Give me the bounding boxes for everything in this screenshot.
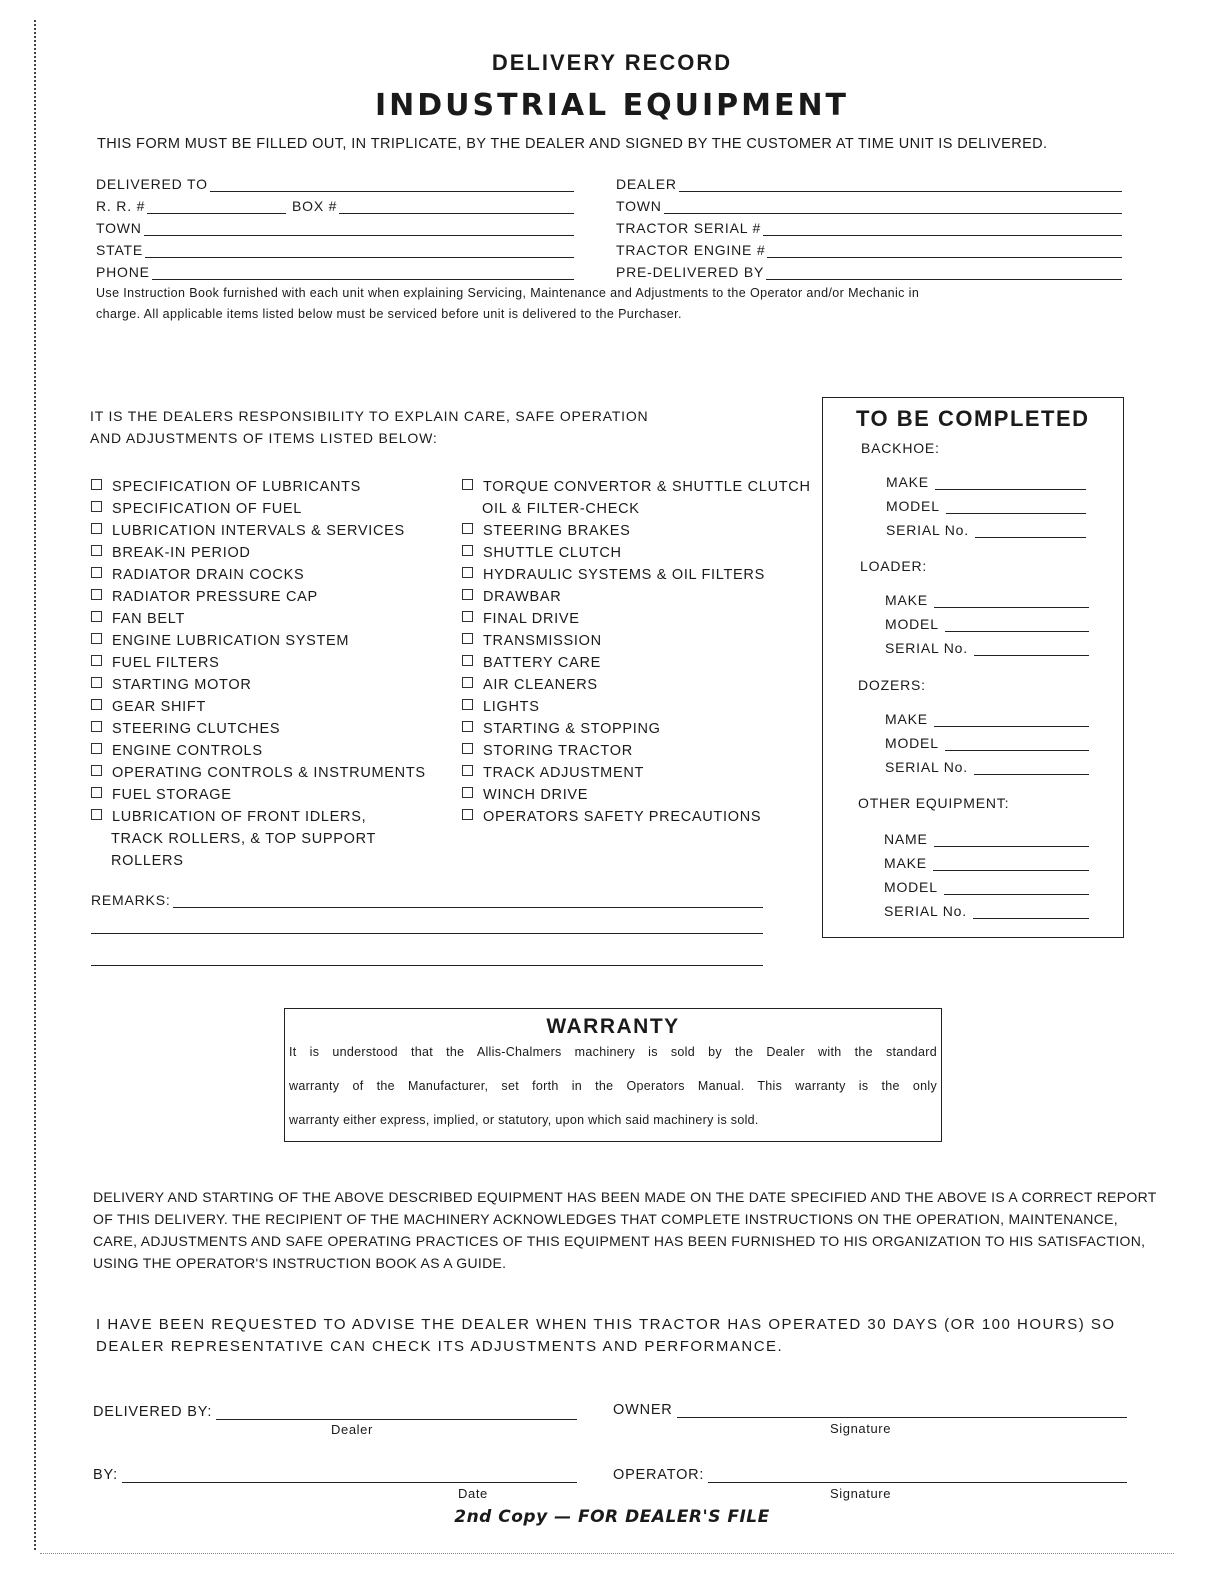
checklist-item[interactable] [462,520,811,542]
responsibility-line-2: AND ADJUSTMENTS OF ITEMS LISTED BELOW: [90,430,438,446]
checklist-item[interactable] [462,740,811,762]
checkbox-icon[interactable] [91,633,102,644]
responsibility-heading [90,405,648,449]
checkbox-icon[interactable] [462,567,473,578]
remarks-line[interactable] [173,895,763,908]
checklist-item[interactable] [91,652,426,674]
checklist-item[interactable] [91,762,426,784]
to-be-completed-title: TO BE COMPLETED [856,406,1090,431]
checklist-item[interactable] [91,586,426,608]
checklist-item[interactable] [462,806,811,828]
checklist-item[interactable] [91,740,426,762]
tractor-engine-line[interactable] [767,245,1122,258]
dozers-model-field[interactable] [885,733,1089,751]
checkbox-icon[interactable] [91,545,102,556]
checklist-item[interactable] [462,630,811,652]
dealer-town-field[interactable] [616,196,1122,214]
checklist-item-label: BREAK-IN PERIOD [112,545,251,561]
other-equipment-heading: OTHER EQUIPMENT: [858,795,1010,811]
checkbox-icon[interactable] [91,501,102,512]
checklist-item-label: DRAWBAR [483,589,562,605]
checklist-item[interactable] [91,718,426,740]
checklist-item-continuation: ROLLERS [111,853,184,869]
loader-serial-label: SERIAL No. [885,640,968,656]
checkbox-icon[interactable] [462,589,473,600]
backhoe-model-label: MODEL [886,498,940,514]
checklist-item-label: TORQUE CONVERTOR & SHUTTLE CLUTCH [483,479,811,495]
checklist-item-label: OPERATING CONTROLS & INSTRUMENTS [112,765,426,781]
backhoe-model-line[interactable] [946,501,1086,514]
checklist-item[interactable] [91,630,426,652]
dealer-line[interactable] [679,179,1122,192]
checklist-item-label: RADIATOR DRAIN COCKS [112,567,305,583]
checkbox-icon[interactable] [462,677,473,688]
form-title: DELIVERY RECORD [491,50,733,75]
delivered-to-line[interactable] [210,179,574,192]
checklist-item-continuation: TRACK ROLLERS, & TOP SUPPORT [111,831,377,847]
other-model-line[interactable] [944,882,1089,895]
checkbox-icon[interactable] [462,523,473,534]
dozers-heading: DOZERS: [858,677,926,693]
checkbox-icon[interactable] [91,699,102,710]
by-line[interactable] [122,1470,577,1483]
checklist-item[interactable] [462,674,811,696]
operator-line[interactable] [708,1470,1127,1483]
checklist-item-label: GEAR SHIFT [112,699,207,715]
dozers-make-label: MAKE [885,711,928,727]
checkbox-icon[interactable] [91,655,102,666]
checkbox-icon[interactable] [91,523,102,534]
other-model-field[interactable] [884,877,1089,895]
checklist-item-label: AIR CLEANERS [483,677,598,693]
other-make-line[interactable] [933,858,1089,871]
operator-label: OPERATOR: [613,1467,705,1483]
checklist-item[interactable] [462,564,811,586]
dozers-make-field[interactable] [885,709,1089,727]
checklist-item-label: FAN BELT [112,611,186,627]
checklist-item-label: WINCH DRIVE [483,787,589,803]
checklist-item[interactable] [91,674,426,696]
checklist-item-label: FUEL STORAGE [112,787,232,803]
loader-make-line[interactable] [934,595,1089,608]
checklist-item[interactable] [462,696,811,718]
phone-field[interactable] [96,262,574,280]
checkbox-icon[interactable] [91,479,102,490]
bottom-tear-edge [40,1553,1174,1554]
dozers-serial-line[interactable] [974,762,1089,775]
dealer-town-label: TOWN [616,198,662,214]
delivered-to-label: DELIVERED TO [96,176,208,192]
checklist-item[interactable] [91,608,426,630]
loader-model-field[interactable] [885,614,1089,632]
responsibility-line-1: IT IS THE DEALERS RESPONSIBILITY TO EXPLAIN CARE, SAFE OPERATION [90,408,649,424]
owner-label: OWNER [613,1402,673,1418]
checkbox-icon[interactable] [91,589,102,600]
loader-heading: LOADER: [860,558,928,574]
checkbox-icon[interactable] [91,787,102,798]
checklist-item-continuation: OIL & FILTER-CHECK [482,501,640,517]
other-name-field[interactable] [884,829,1089,847]
loader-model-line[interactable] [945,619,1089,632]
backhoe-heading: BACKHOE: [861,440,940,456]
checklist-item-label: STARTING MOTOR [112,677,252,693]
rr-label: R. R. # [96,198,146,214]
warranty-box [284,1008,942,1142]
checklist-item-label: STARTING & STOPPING [483,721,661,737]
rr-line[interactable] [147,201,286,214]
checklist-item-label: FINAL DRIVE [483,611,580,627]
checklist-item[interactable] [91,806,426,828]
checklist-item[interactable] [462,476,811,498]
dealer-town-line[interactable] [664,201,1122,214]
loader-serial-field[interactable] [885,638,1089,656]
checklist-left [91,476,426,872]
checkbox-icon[interactable] [91,567,102,578]
other-model-label: MODEL [884,879,938,895]
loader-serial-line[interactable] [974,643,1089,656]
advise-paragraph: I HAVE BEEN REQUESTED TO ADVISE THE DEALER WHEN THIS TRACTOR HAS OPERATED 30 DAYS (OR 100 HOURS) SO DEALER REPRESENTATIVE CAN CHECK ITS ADJUSTMENTS AND PERFORMANCE. [96,1316,1116,1355]
backhoe-make-line[interactable] [935,477,1086,490]
backhoe-serial-label: SERIAL No. [886,522,969,538]
checkbox-icon[interactable] [91,611,102,622]
perforation-edge [34,20,36,1550]
checklist-item[interactable] [462,586,811,608]
state-label: STATE [96,242,144,258]
loader-make-field[interactable] [885,590,1089,608]
checklist-item[interactable] [91,498,426,520]
checklist-item-label: TRACK ADJUSTMENT [483,765,645,781]
checkbox-icon[interactable] [462,633,473,644]
warranty-line-2: warranty of the Manufacturer, set forth in the Operators Manual. This warranty is the only [289,1079,937,1093]
checklist-item-label: TRANSMISSION [483,633,602,649]
delivered-to-field[interactable] [96,174,574,192]
pre-delivered-by-label: PRE-DELIVERED BY [616,264,765,280]
checklist-item[interactable] [462,542,811,564]
dozers-serial-field[interactable] [885,757,1089,775]
checklist-item-label: SPECIFICATION OF LUBRICANTS [112,479,362,495]
checklist-item-label: LIGHTS [483,699,540,715]
other-serial-line[interactable] [973,906,1089,919]
remarks-field[interactable] [91,890,763,908]
dealer-sublabel: Dealer [331,1422,373,1437]
checklist-item-label: STEERING BRAKES [483,523,631,539]
dozers-make-line[interactable] [934,714,1089,727]
town-line[interactable] [144,223,574,236]
checklist-item[interactable] [462,652,811,674]
warranty-line-1: It is understood that the Allis-Chalmers machinery is sold by the Dealer with the standard [289,1045,937,1059]
checklist-right [462,476,811,828]
phone-line[interactable] [152,267,574,280]
town-field[interactable] [96,218,574,236]
dealer-field[interactable] [616,174,1122,192]
checklist-item[interactable] [91,784,426,806]
rr-field[interactable] [96,196,286,214]
instruction-book-note [96,283,1096,325]
pre-delivered-by-line[interactable] [766,267,1122,280]
other-serial-field[interactable] [884,901,1089,919]
note-line-1: Use Instruction Book furnished with each unit when explaining Servicing, Maintenance and Adjustments to the Operator and/or Mechanic in [96,286,920,300]
box-field[interactable] [292,196,574,214]
checkbox-icon[interactable] [462,479,473,490]
backhoe-make-label: MAKE [886,474,929,490]
backhoe-make-field[interactable] [886,472,1086,490]
other-name-label: NAME [884,831,928,847]
form-subtitle: INDUSTRIAL EQUIPMENT [374,88,850,123]
checkbox-icon[interactable] [462,655,473,666]
checklist-item[interactable] [462,762,811,784]
other-make-label: MAKE [884,855,927,871]
delivered-by-field[interactable] [93,1402,577,1420]
loader-make-label: MAKE [885,592,928,608]
checklist-item[interactable] [462,608,811,630]
checkbox-icon[interactable] [462,611,473,622]
checklist-item-label: ENGINE CONTROLS [112,743,263,759]
checkbox-icon[interactable] [91,743,102,754]
dealer-label: DEALER [616,176,677,192]
checklist-item-label: ENGINE LUBRICATION SYSTEM [112,633,350,649]
tractor-engine-field[interactable] [616,240,1122,258]
checklist-item-label: FUEL FILTERS [112,655,220,671]
box-label: BOX # [292,198,338,214]
remarks-line-2[interactable] [91,933,763,934]
checklist-item-label: SHUTTLE CLUTCH [483,545,622,561]
pre-delivered-by-field[interactable] [616,262,1122,280]
checklist-item-label: SPECIFICATION OF FUEL [112,501,303,517]
checkbox-icon[interactable] [91,677,102,688]
note-line-2: charge. All applicable items listed below must be serviced before unit is delivered to the Purchaser. [96,307,682,321]
checklist-item-label: BATTERY CARE [483,655,601,671]
tractor-serial-label: TRACTOR SERIAL # [616,220,762,236]
checklist-item[interactable] [91,696,426,718]
checklist-item[interactable] [462,718,811,740]
checkbox-icon[interactable] [462,699,473,710]
by-field[interactable] [93,1465,577,1483]
operator-field[interactable] [613,1465,1127,1483]
checkbox-icon[interactable] [91,809,102,820]
checklist-item[interactable] [91,520,426,542]
checklist-item-label: LUBRICATION INTERVALS & SERVICES [112,523,405,539]
checkbox-icon[interactable] [462,809,473,820]
acknowledgement-paragraph: DELIVERY AND STARTING OF THE ABOVE DESCRIBED EQUIPMENT HAS BEEN MADE ON THE DATE SPECIFIED AND THE ABOVE IS A CORRECT REPORT OF THIS DELIVERY. THE RECIPIENT OF THE MACHINERY ACKNOWLEDGES THAT COMPLETE INSTRUCTIONS ON THE OPERATION, MAINTENANCE, CARE, ADJUSTMENTS AND SAFE OPERATING PRACTICES OF THIS EQUIPMENT HAS BEEN FURNISHED TO HIS ORGANIZATION TO HIS SATISFACTION, USING THE OPERATOR'S INSTRUCTION BOOK AS A GUIDE. [93,1189,1157,1271]
checkbox-icon[interactable] [462,743,473,754]
remarks-line-3[interactable] [91,965,763,966]
checklist-item-label: LUBRICATION OF FRONT IDLERS, [112,809,367,825]
checkbox-icon[interactable] [462,545,473,556]
delivered-by-line[interactable] [216,1407,577,1420]
backhoe-serial-field[interactable] [886,520,1086,538]
form-instruction: THIS FORM MUST BE FILLED OUT, IN TRIPLICATE, BY THE DEALER AND SIGNED BY THE CUSTOMER AT TIME UNIT IS DELIVERED. [97,136,1048,152]
to-be-completed-box [822,397,1124,938]
checkbox-icon[interactable] [91,765,102,776]
warranty-line-3: warranty either express, implied, or statutory, upon which said machinery is sold. [289,1113,759,1127]
checklist-item[interactable] [91,476,426,498]
checkbox-icon[interactable] [462,721,473,732]
checklist-item-label: HYDRAULIC SYSTEMS & OIL FILTERS [483,567,765,583]
state-line[interactable] [145,245,574,258]
checklist-item-label: OPERATORS SAFETY PRECAUTIONS [483,809,762,825]
phone-label: PHONE [96,264,150,280]
dozers-model-line[interactable] [945,738,1089,751]
date-sublabel: Date [458,1486,488,1501]
loader-model-label: MODEL [885,616,939,632]
checklist-item-label: STEERING CLUTCHES [112,721,281,737]
checkbox-icon[interactable] [91,721,102,732]
owner-line[interactable] [677,1405,1127,1418]
checklist-item-label: RADIATOR PRESSURE CAP [112,589,318,605]
by-label: BY: [93,1467,118,1483]
remarks-label: REMARKS: [91,892,171,908]
owner-signature-sublabel: Signature [830,1421,892,1436]
other-name-line[interactable] [934,834,1089,847]
tractor-engine-label: TRACTOR ENGINE # [616,242,766,258]
checklist-item[interactable] [462,784,811,806]
operator-signature-sublabel: Signature [830,1486,892,1501]
tractor-serial-field[interactable] [616,218,1122,236]
checkbox-icon[interactable] [462,787,473,798]
owner-field[interactable] [613,1400,1127,1418]
dozers-model-label: MODEL [885,735,939,751]
backhoe-model-field[interactable] [886,496,1086,514]
town-label: TOWN [96,220,142,236]
checkbox-icon[interactable] [462,765,473,776]
dozers-serial-label: SERIAL No. [885,759,968,775]
state-field[interactable] [96,240,574,258]
backhoe-serial-line[interactable] [975,525,1086,538]
other-serial-label: SERIAL No. [884,903,967,919]
checklist-item[interactable] [91,564,426,586]
other-make-field[interactable] [884,853,1089,871]
checklist-item[interactable] [91,542,426,564]
warranty-title: WARRANTY [546,1015,680,1038]
tractor-serial-line[interactable] [763,223,1122,236]
copy-footer: 2nd Copy — FOR DEALER'S FILE [454,1507,770,1527]
delivered-by-label: DELIVERED BY: [93,1404,213,1420]
checklist-item-label: STORING TRACTOR [483,743,633,759]
box-line[interactable] [339,201,574,214]
